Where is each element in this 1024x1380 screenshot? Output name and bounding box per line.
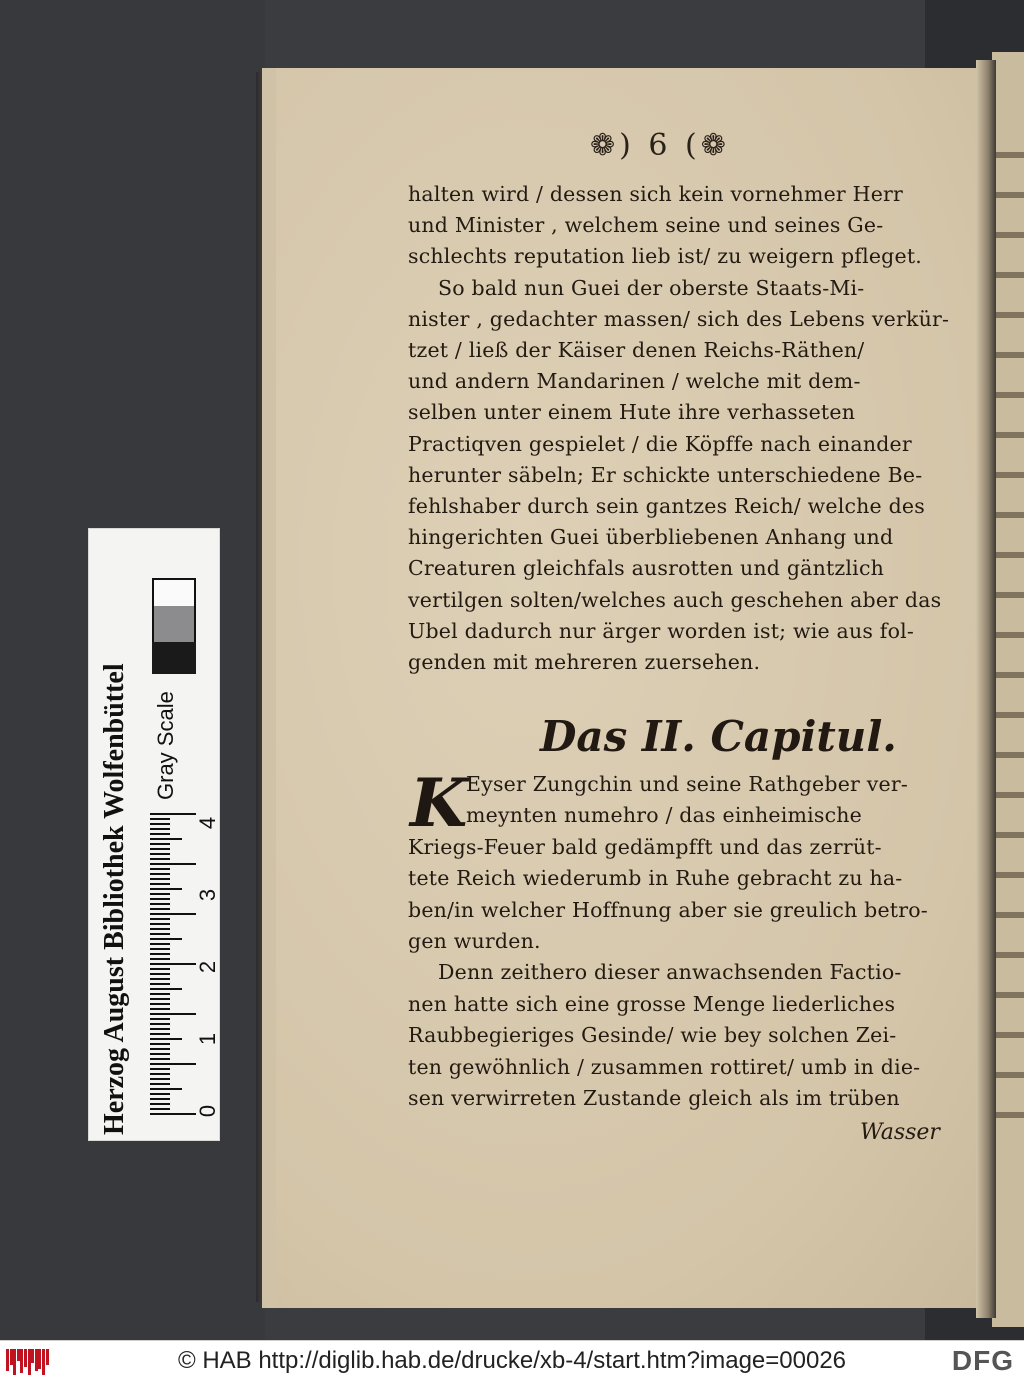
ruler-tick (150, 963, 196, 965)
text-line: vertilgen solten/welches auch geschehen aber das (408, 587, 942, 612)
ruler-tick (150, 943, 170, 945)
ruler-tick (150, 928, 170, 930)
text-line: und Minister , welchem seine und seines Ge- (408, 213, 884, 238)
text-line: schlechts reputation lieb ist/ zu weigern pfleget. (408, 244, 922, 269)
ruler-tick (150, 833, 170, 835)
ruler-tick (150, 933, 170, 935)
ruler-tick (150, 938, 182, 940)
ruler-tick (150, 843, 170, 845)
ruler-number: 1 (195, 1032, 220, 1046)
footer-bar (0, 1340, 1024, 1380)
ruler-tick (150, 1103, 170, 1105)
ruler-tick (150, 1028, 170, 1030)
ruler-tick (150, 913, 196, 915)
page-gutter (976, 60, 996, 1318)
library-name: Herzog August Bibliothek Wolfenbüttel (99, 663, 130, 1135)
text-line: fehlshaber durch sein gantzes Reich/ welche des (408, 494, 925, 518)
ruler-tick (150, 903, 170, 905)
ruler-tick (150, 828, 170, 830)
ruler-tick (150, 1083, 170, 1085)
text-line: Creaturen gleichfals ausrotten und gäntzlich (408, 556, 885, 581)
ruler-tick (150, 868, 170, 870)
ruler-tick (150, 968, 170, 970)
text-line: hingerichten Guei überbliebenen Anhang und (408, 525, 894, 550)
ruler-tick (150, 883, 170, 885)
ruler-number: 2 (195, 960, 220, 974)
ruler-tick (150, 1013, 196, 1015)
ruler-tick (150, 1023, 170, 1025)
ruler-tick (150, 1053, 170, 1055)
ruler-tick (150, 908, 170, 910)
text-line: Kriegs-Feuer bald gedämpfft und das zerrüt- (408, 834, 882, 859)
ruler-tick (150, 948, 170, 950)
chapter-title: Das II. Capitul. (540, 712, 897, 761)
text-line: ben/in welcher Hoffnung aber sie greulich betro- (408, 897, 928, 922)
gray-scale-label: Gray Scale (153, 691, 178, 800)
ruler-tick (150, 1058, 170, 1060)
ruler-tick (150, 863, 196, 865)
page-header: ❁) 6 (❁ (590, 128, 730, 163)
text-line: genden mit mehreren zuersehen. (408, 650, 761, 674)
ruler-tick (150, 1003, 170, 1005)
white-swatch (152, 578, 196, 606)
facing-page-text-fragments (996, 130, 1024, 1130)
ruler-tick (150, 853, 170, 855)
ruler-tick (150, 983, 170, 985)
text-line: und andern Mandarinen / welche mit dem- (408, 369, 861, 394)
ruler-tick (150, 998, 170, 1000)
ruler-tick (150, 1113, 196, 1115)
ruler-tick (150, 993, 170, 995)
ruler-tick (150, 1038, 182, 1040)
ruler-tick (150, 893, 170, 895)
ruler-tick (150, 953, 170, 955)
ruler-tick (150, 838, 182, 840)
ruler-tick (150, 1068, 170, 1070)
text-line: nen hatte sich eine grosse Menge liederliches (408, 991, 896, 1016)
text-line: Practiqven gespielet / die Köpffe nach einander (408, 431, 912, 456)
text-line: herunter säbeln; Er schickte unterschiedene Be- (408, 462, 923, 487)
ruler-tick (150, 958, 170, 960)
text-line: Denn zeithero dieser anwachsenden Factio- (438, 960, 902, 985)
ruler-tick (150, 878, 170, 880)
ruler-tick (150, 898, 170, 900)
text-line: ten gewöhnlich / zusammen rottiret/ umb in die- (408, 1054, 921, 1079)
text-line: sen verwirreten Zustande gleich als im trüben (408, 1086, 900, 1110)
catchword: Wasser (860, 1120, 940, 1145)
footer-source-link[interactable]: © HAB http://diglib.hab.de/drucke/xb-4/start.htm?image=00026 (177, 1347, 847, 1374)
ruler-number: 0 (195, 1104, 220, 1118)
ruler-tick (150, 1008, 170, 1010)
ruler-tick (150, 988, 182, 990)
ruler-tick (150, 848, 170, 850)
ruler-tick (150, 888, 182, 890)
ruler-tick (150, 978, 170, 980)
ruler-tick (150, 818, 170, 820)
gray-swatch (152, 606, 196, 642)
ruler-tick (150, 1093, 170, 1095)
ruler-tick (150, 1048, 170, 1050)
ruler-tick (150, 1078, 170, 1080)
ruler-tick (150, 1088, 182, 1090)
text-line: tzet / ließ der Käiser denen Reichs-Räthen/ (408, 338, 865, 362)
ruler-tick (150, 873, 170, 875)
drop-cap: K (410, 764, 468, 842)
ruler-number: 4 (195, 816, 220, 830)
centimeter-ruler (150, 815, 196, 1120)
ruler-tick (150, 923, 170, 925)
ruler-tick (150, 1073, 170, 1075)
ruler-tick (150, 1063, 196, 1065)
text-line: gen wurden. (408, 929, 541, 953)
ruler-tick (150, 1018, 170, 1020)
ruler-tick (150, 858, 170, 860)
text-line: So bald nun Guei der oberste Staats-Mi- (438, 275, 865, 300)
dfg-logo: DFG (951, 1345, 1014, 1376)
text-line: nister , gedachter massen/ sich des Lebens verkür- (408, 306, 950, 331)
ruler-tick (150, 813, 196, 815)
text-line: tete Reich wiederumb in Ruhe gebracht zu ha- (408, 866, 903, 891)
text-line: halten wird / dessen sich kein vornehmer Herr (408, 182, 904, 206)
ruler-tick (150, 1033, 170, 1035)
ruler-tick (150, 1108, 170, 1110)
text-line: meynten numehro / das einheimische (466, 803, 862, 828)
ruler-tick (150, 1098, 170, 1100)
text-line: Ubel dadurch nur ärger worden ist; wie aus fol- (408, 618, 915, 643)
text-line: Raubbegieriges Gesinde/ wie bey solchen Zei- (408, 1023, 897, 1048)
text-line: Eyser Zungchin und seine Rathgeber ver- (466, 772, 908, 796)
ruler-tick (150, 918, 170, 920)
ruler-tick (150, 1043, 170, 1045)
ruler-tick (150, 823, 170, 825)
ruler-tick (150, 973, 170, 975)
ruler-number: 3 (195, 888, 220, 902)
black-swatch (152, 642, 196, 674)
text-line: selben unter einem Hute ihre verhasseten (408, 400, 856, 425)
